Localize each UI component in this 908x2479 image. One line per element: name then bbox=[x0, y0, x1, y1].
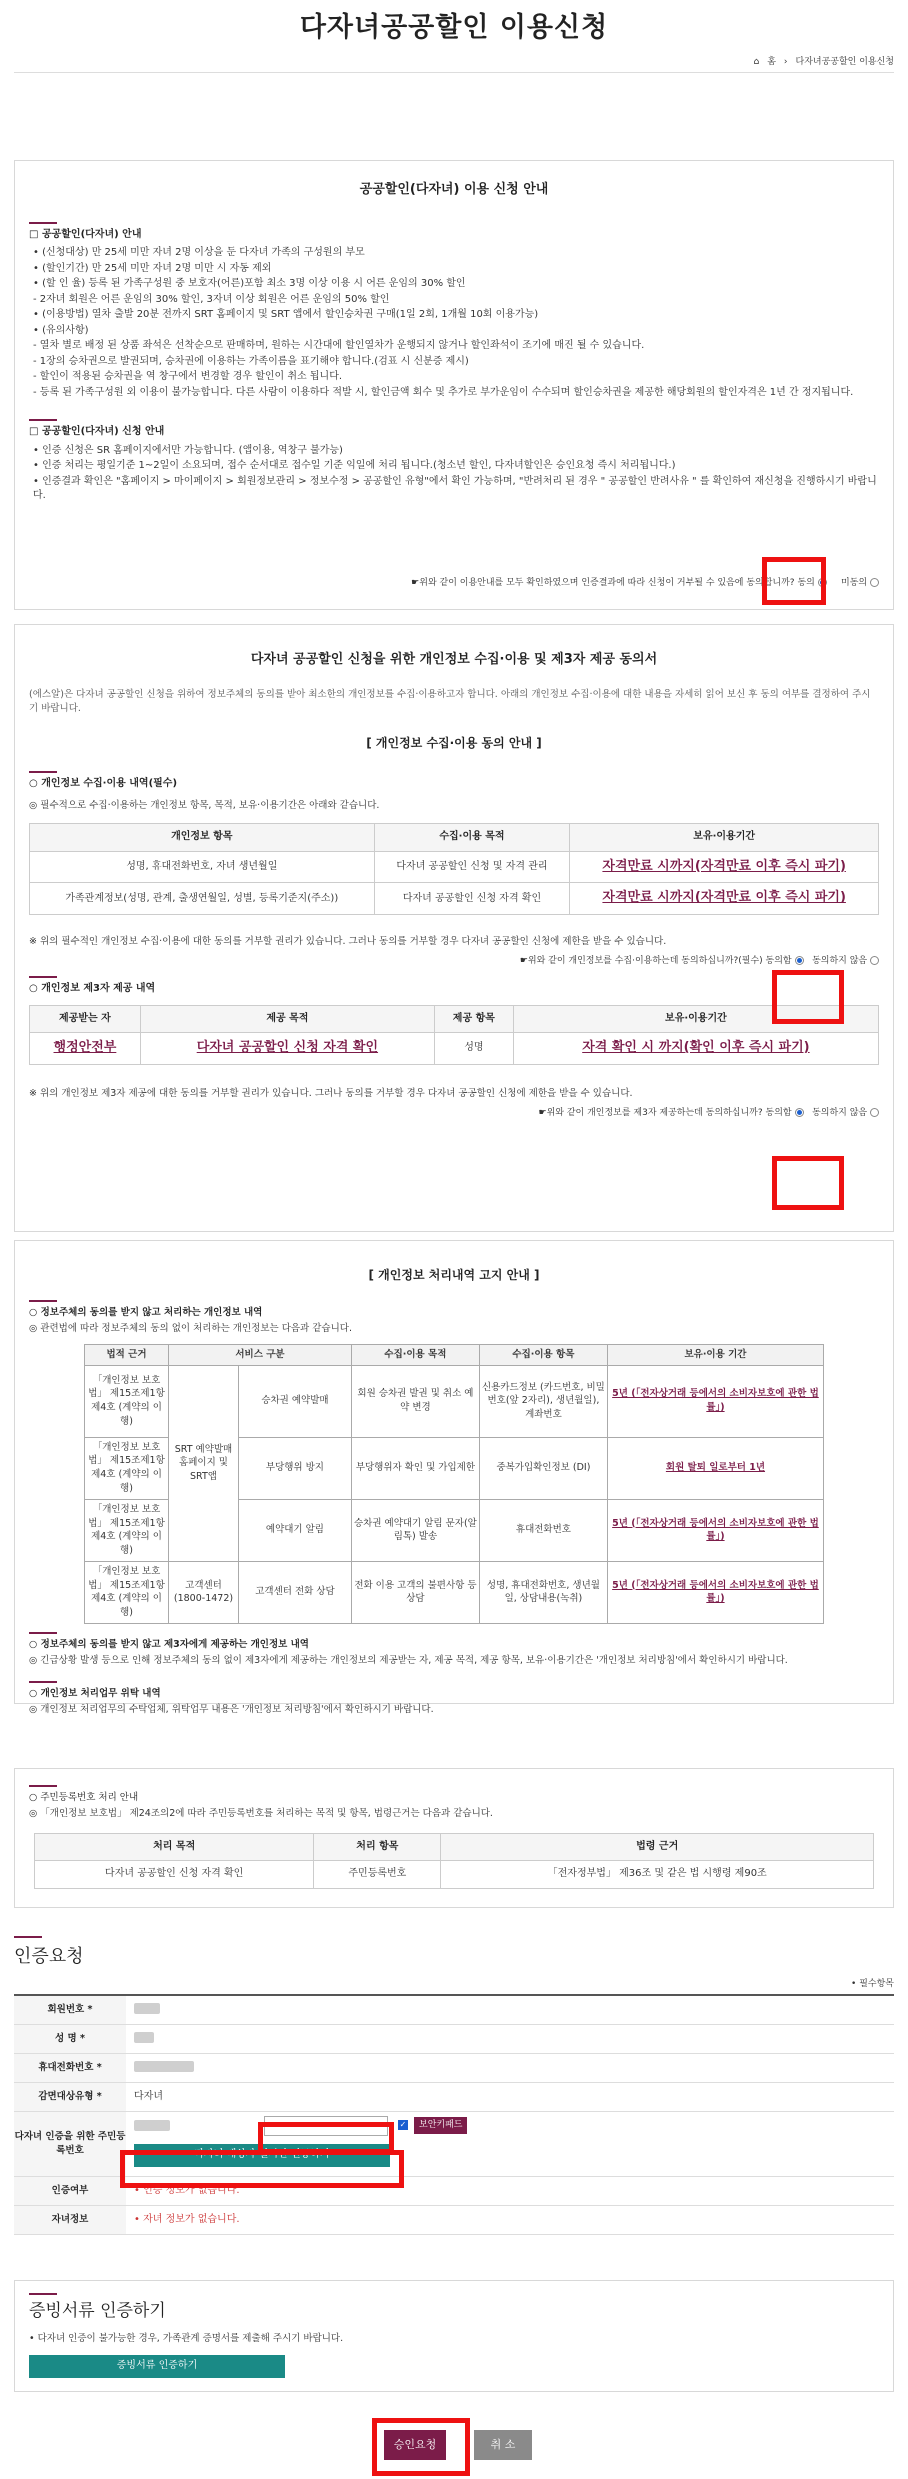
table-cell: 고객센터 전화 상담 bbox=[239, 1561, 352, 1623]
processing-table bbox=[84, 1344, 824, 1624]
notice-sec1-list bbox=[33, 246, 879, 400]
child-value: • 자녀 정보가 없습니다. bbox=[134, 2213, 240, 2225]
notice-agree-yes-label: 동의 bbox=[797, 578, 815, 588]
notice-title: 공공할인(다자녀) 이용 신청 안내 bbox=[359, 182, 549, 197]
consent-box bbox=[14, 624, 894, 1232]
consent-req-desc: ◎ 필수적으로 수집·이용하는 개인정보 항목, 목적, 보유·이용기간은 아래와 같습니다. bbox=[29, 800, 380, 812]
table-cell: 자격 확인 시 까지(확인 이후 즉시 파기) bbox=[513, 1033, 878, 1065]
list-item: - 열차 별로 배정 된 상품 좌석은 선착순으로 판매하며, 원하는 시간대에 할인열차가 운행되지 않거나 할인좌석이 조기에 매진 될 수 있습니다. bbox=[33, 340, 645, 352]
table-cell: SRT 예약발매 홈페이지 및 SRT앱 bbox=[169, 1365, 239, 1561]
consent-warn2: ※ 위의 개인정보 제3자 제공에 대한 동의를 거부할 권리가 있습니다. 그러나 동의를 거부할 경우 다자녀 공공할인 신청에 제한을 받을 수 있습니다. bbox=[29, 1087, 633, 1099]
name-label: 성 명 * bbox=[14, 2025, 126, 2053]
table-cell: 예약대기 알림 bbox=[239, 1499, 352, 1561]
list-item: • (이용방법) 열차 출발 20분 전까지 SRT 홈페이지 및 SRT 앱에서 할인승차권 구매(1일 2회, 1개월 10회 이용가능) bbox=[33, 309, 539, 321]
section-marker bbox=[29, 1300, 57, 1302]
table-row bbox=[85, 1365, 824, 1437]
table-cell: 고객센터 (1800-1472) bbox=[169, 1561, 239, 1623]
breadcrumb-home[interactable]: 홈 bbox=[767, 57, 776, 67]
section-marker bbox=[29, 1681, 57, 1683]
table-row bbox=[85, 1561, 824, 1623]
section-marker bbox=[29, 771, 57, 773]
table-header: 서비스 구분 bbox=[169, 1344, 352, 1365]
table-cell: 「개인정보 보호법」 제15조제1항제4호 (계약의 이행) bbox=[85, 1365, 169, 1437]
consent-q1-row: ☛위와 같이 개인정보를 수집·이용하는데 동의하십니까?(필수) 동의함 동의하지 않음 bbox=[29, 955, 879, 968]
submit-button[interactable]: 승인요청 bbox=[384, 2430, 446, 2460]
auth-form bbox=[14, 1994, 894, 2235]
section-marker bbox=[29, 419, 57, 421]
table-cell: 「개인정보 보호법」 제15조제1항제4호 (계약의 이행) bbox=[85, 1437, 169, 1499]
table-cell: 자격만료 시까지(자격만료 이후 즉시 파기) bbox=[570, 883, 879, 915]
table-cell: 휴대전화번호 bbox=[479, 1499, 607, 1561]
name-value bbox=[134, 2032, 154, 2043]
docs-title: 증빙서류 인증하기 bbox=[29, 2301, 166, 2321]
docs-desc: • 다자녀 인증이 불가능한 경우, 가족관계 증명서를 제출해 주시기 바랍니다. bbox=[29, 2332, 344, 2344]
consent-q2-no-label: 동의하지 않음 bbox=[812, 1107, 868, 1118]
checkbox-checked-icon[interactable]: ✓ bbox=[399, 2120, 407, 2129]
notice-agree-row: ☛위와 같이 이용안내를 모두 확인하였으며 인증결과에 따라 신청이 거부될 수 있음에 동의합니까? 동의 미동의 bbox=[411, 577, 879, 590]
retention-link[interactable]: 5년 (「전자상거래 등에서의 소비자보호에 관한 법률」) bbox=[612, 1517, 819, 1543]
processing-desc2: ◎ 긴급상황 발생 등으로 인해 정보주체의 동의 없이 제3자에게 제공하는 개인정보의 제공받는 자, 제공 목적, 제공 항목, 보유·이용기간은 '개인정보 처리방침'에서 확인하시기 바랍니다. bbox=[29, 1654, 788, 1666]
processing-title: [ 개인정보 처리내역 고지 안내 ] bbox=[368, 1268, 540, 1282]
table-header: 법적 근거 bbox=[85, 1344, 169, 1365]
rrn-box bbox=[14, 1768, 894, 1908]
retention-link[interactable]: 5년 (「전자상거래 등에서의 소비자보호에 관한 법률」) bbox=[612, 1579, 819, 1605]
auth-status-label: 인증여부 bbox=[14, 2177, 126, 2205]
table-row bbox=[35, 1861, 874, 1889]
table-cell: 신용카드정보 (카드번호, 비밀번호(앞 2자리), 생년월일), 계좌번호 bbox=[479, 1365, 607, 1437]
auth-title: 인증요청 bbox=[14, 1946, 84, 1967]
table-cell: 행정안전부 bbox=[30, 1033, 141, 1065]
table-header: 수집·이용 목적 bbox=[351, 1344, 479, 1365]
table-cell: 성명 bbox=[434, 1033, 513, 1065]
rrn-front-value bbox=[134, 2120, 170, 2131]
docs-box bbox=[14, 2280, 894, 2392]
form-row-phone bbox=[14, 2054, 894, 2083]
table-cell: 다자녀 공공할인 신청 자격 확인 bbox=[35, 1861, 314, 1889]
table-header: 보유·이용기간 bbox=[513, 1005, 878, 1033]
type-label: 감면대상유형 * bbox=[14, 2083, 126, 2111]
table-header: 제공 항목 bbox=[434, 1005, 513, 1033]
child-label: 자녀정보 bbox=[14, 2206, 126, 2234]
rrn-desc: ◎ 「개인정보 보호법」 제24조의2에 따라 주민등록번호를 처리하는 목적 및 항목, 법령근거는 다음과 같습니다. bbox=[29, 1807, 493, 1819]
notice-sec2-head: □ 공공할인(다자녀) 신청 안내 bbox=[29, 426, 165, 438]
processing-desc1: ◎ 관련법에 따라 정보주체의 동의 없이 처리하는 개인정보는 다음과 같습니다. bbox=[29, 1323, 352, 1335]
phone-label: 휴대전화번호 * bbox=[14, 2054, 126, 2082]
consent-q2-yes-radio[interactable] bbox=[795, 1108, 804, 1117]
consent-q2-no-radio[interactable] bbox=[870, 1108, 879, 1117]
required-note: • 필수항목 bbox=[851, 1979, 894, 1989]
notice-agree-no-label: 미동의 bbox=[841, 578, 868, 588]
table-cell: 성명, 휴대전화번호, 자녀 생년월일 bbox=[30, 851, 375, 883]
chevron-right-icon: › bbox=[783, 57, 788, 67]
table-cell: 부당행위 방지 bbox=[239, 1437, 352, 1499]
table-cell bbox=[607, 1561, 823, 1623]
processing-head2: ○ 정보주체의 동의를 받지 않고 제3자에게 제공하는 개인정보 내역 bbox=[29, 1638, 309, 1650]
notice-agree-yes-radio[interactable] bbox=[818, 578, 827, 587]
rrn-back-input[interactable] bbox=[264, 2116, 388, 2136]
table-cell: 승차권 예약발매 bbox=[239, 1365, 352, 1437]
list-item: - 2자녀 회원은 어른 운임의 30% 할인, 3자녀 이상 회원은 어른 운임의 50% 할인 bbox=[33, 293, 390, 305]
member-no-value bbox=[134, 2003, 160, 2014]
list-item: • 인증 신청은 SR 홈페이지에서만 가능합니다. (앱이용, 역창구 불가능) bbox=[33, 444, 343, 456]
table-header: 보유·이용기간 bbox=[570, 824, 879, 852]
notice-box bbox=[14, 160, 894, 610]
table-cell: 전화 이용 고객의 불편사항 등 상담 bbox=[351, 1561, 479, 1623]
table-row bbox=[30, 883, 879, 915]
consent-q1-no-label: 동의하지 않음 bbox=[812, 955, 868, 966]
table-cell: 회원 승차권 발권 및 취소 예약 변경 bbox=[351, 1365, 479, 1437]
table-cell: 중복가입확인정보 (DI) bbox=[479, 1437, 607, 1499]
notice-sec1-head: □ 공공할인(다자녀) 안내 bbox=[29, 228, 142, 240]
list-item: • (신청대상) 만 25세 미만 자녀 2명 이상을 둔 다자녀 가족의 구성원의 부모 bbox=[33, 247, 365, 259]
cancel-button[interactable]: 취 소 bbox=[474, 2430, 532, 2460]
rrn-head: ○ 주민등록번호 처리 안내 bbox=[29, 1792, 139, 1803]
table-cell: 다자녀 공공할인 신청 및 자격 관리 bbox=[374, 851, 570, 883]
consent-q1-yes-radio[interactable] bbox=[795, 956, 804, 965]
form-row-rrn bbox=[14, 2112, 894, 2177]
table-cell: 성명, 휴대전화번호, 생년월일, 상담내용(녹취) bbox=[479, 1561, 607, 1623]
table-cell bbox=[607, 1437, 823, 1499]
section-marker bbox=[29, 1785, 57, 1787]
divider bbox=[14, 72, 894, 73]
notice-agree-no-radio[interactable] bbox=[870, 578, 879, 587]
section-marker bbox=[29, 222, 57, 224]
form-row-member-no bbox=[14, 1996, 894, 2025]
table-cell: 「개인정보 보호법」 제15조제1항제4호 (계약의 이행) bbox=[85, 1499, 169, 1561]
list-item: - 1장의 승차권으로 발권되며, 승차권에 이용하는 가족이름을 표기해야 합니다.(검표 시 신분증 제시) bbox=[33, 355, 469, 367]
notice-agree-question: 위와 같이 이용안내를 모두 확인하였으며 인증결과에 따라 신청이 거부될 수 있음에 동의합니까? bbox=[419, 578, 795, 588]
table-cell bbox=[607, 1365, 823, 1437]
page-title: 다자녀공공할인 이용신청 bbox=[299, 12, 609, 43]
processing-head3: ○ 개인정보 처리업무 위탁 내역 bbox=[29, 1688, 161, 1700]
consent-req-head: ○ 개인정보 수집·이용 내역(필수) bbox=[29, 777, 178, 789]
rrn-table bbox=[34, 1833, 874, 1889]
consent-q2-row: ☛위와 같이 개인정보를 제3자 제공하는데 동의하십니까? 동의함 동의하지 않음 bbox=[29, 1107, 879, 1120]
security-keypad-badge[interactable]: 보안키패드 bbox=[414, 2117, 467, 2134]
section-marker bbox=[14, 1936, 42, 1938]
table-row bbox=[30, 851, 879, 883]
table-header: 제공받는 자 bbox=[30, 1005, 141, 1033]
rrn-label: 다자녀 인증을 위한 주민등록번호 bbox=[14, 2112, 126, 2176]
section-marker bbox=[29, 1632, 57, 1634]
table-cell: 자격만료 시까지(자격만료 이후 즉시 파기) bbox=[570, 851, 879, 883]
table-header: 보유·이용 기간 bbox=[607, 1344, 823, 1365]
consent-warn1: ※ 위의 필수적인 개인정보 수집·이용에 대한 동의를 거부할 권리가 있습니다. 그러나 동의를 거부할 경우 다자녀 공공할인 신청에 제한을 받을 수 있습니다. bbox=[29, 936, 667, 948]
table-cell: 가족관계정보(성명, 관계, 출생연월일, 성별, 등록기준지(주소)) bbox=[30, 883, 375, 915]
table-header: 수집·이용 항목 bbox=[479, 1344, 607, 1365]
list-item: • (할 인 율) 등록 된 가족구성원 중 보호자(어른)포함 최소 3명 이상 이용 시 어른 운임의 30% 할인 bbox=[33, 278, 466, 290]
consent-q1: 위와 같이 개인정보를 수집·이용하는데 동의하십니까?(필수) bbox=[527, 955, 763, 966]
list-item: • (할인기간) 만 25세 미만 자녀 2명 미만 시 자동 제외 bbox=[33, 262, 272, 274]
section-marker bbox=[29, 976, 57, 978]
table-cell: 다자녀 공공할인 신청 자격 확인 bbox=[140, 1033, 434, 1065]
form-row-type bbox=[14, 2083, 894, 2112]
consent-q1-yes-label: 동의함 bbox=[765, 955, 792, 966]
realtime-auth-button[interactable]: 다자녀 대상자 실시간 인증하기 bbox=[134, 2144, 390, 2167]
consent-q2-yes-label: 동의함 bbox=[765, 1107, 792, 1118]
list-item: - 할인이 적용된 승차권을 역 창구에서 변경할 경우 할인이 취소 됩니다. bbox=[33, 371, 343, 383]
table-header: 처리 목적 bbox=[35, 1833, 314, 1861]
retention-link[interactable]: 5년 (「전자상거래 등에서의 소비자보호에 관한 법률」) bbox=[612, 1388, 819, 1414]
consent-third-head: ○ 개인정보 제3자 제공 내역 bbox=[29, 983, 156, 995]
home-icon[interactable]: ⌂ bbox=[753, 57, 760, 67]
notice-sec2-list bbox=[33, 444, 879, 504]
consent-subtitle: [ 개인정보 수집·이용 동의 안내 ] bbox=[366, 736, 542, 751]
table-header: 수집·이용 목적 bbox=[374, 824, 570, 852]
docs-button[interactable]: 증빙서류 인증하기 bbox=[29, 2355, 285, 2378]
table-header: 처리 항목 bbox=[314, 1833, 441, 1861]
consent-table bbox=[29, 823, 879, 915]
table-header: 법령 근거 bbox=[441, 1833, 874, 1861]
list-item: • (유의사항) bbox=[33, 324, 89, 336]
list-item: - 등록 된 가족구성원 외 이용이 불가능합니다. 다른 사람이 이용하다 적발 시, 할인금액 회수 및 추가로 부가운임이 수수되며 할인승차권을 제공한 해당회원의 할인자격은 1년 간 정지됩니다. bbox=[33, 386, 854, 398]
table-cell: 승차권 예약대기 알림 문자(알림톡) 발송 bbox=[351, 1499, 479, 1561]
processing-head1: ○ 정보주체의 동의를 받지 않고 처리하는 개인정보 내역 bbox=[29, 1307, 263, 1319]
table-header: 제공 목적 bbox=[140, 1005, 434, 1033]
third-party-table bbox=[29, 1005, 879, 1065]
consent-title: 다자녀 공공할인 신청을 위한 개인정보 수집·이용 및 제3자 제공 동의서 bbox=[250, 652, 658, 667]
breadcrumb bbox=[753, 56, 894, 69]
table-header: 개인정보 항목 bbox=[30, 824, 375, 852]
consent-intro: (에스알)은 다자녀 공공할인 신청을 위하여 정보주체의 동의를 받아 최소한의 개인정보를 수집·이용하고자 합니다. 아래의 개인정보 수집·이용에 대한 내용을 자세히 읽어 보신 후 동의 여부를 결정하여 주시기 바랍니다. bbox=[29, 688, 871, 714]
consent-q2: 위와 같이 개인정보를 제3자 제공하는데 동의하십니까? bbox=[546, 1107, 763, 1118]
table-cell: 다자녀 공공할인 신청 자격 확인 bbox=[374, 883, 570, 915]
form-row-child bbox=[14, 2206, 894, 2235]
consent-q1-no-radio[interactable] bbox=[870, 956, 879, 965]
form-row-name bbox=[14, 2025, 894, 2054]
table-cell: 부당행위자 확인 및 가입제한 bbox=[351, 1437, 479, 1499]
member-no-label: 회원번호 * bbox=[14, 1996, 126, 2024]
list-item: • 인증 처리는 평일기준 1~2일이 소요되며, 접수 순서대로 접수일 기준 익일에 처리 됩니다.(청소년 할인, 다자녀할인은 승인요청 즉시 처리됩니다.) bbox=[33, 460, 676, 472]
form-row-auth-status bbox=[14, 2177, 894, 2206]
table-cell: 「개인정보 보호법」 제15조제1항제4호 (계약의 이행) bbox=[85, 1561, 169, 1623]
processing-desc3: ◎ 개인정보 처리업무의 수탁업체, 위탁업무 내용은 '개인정보 처리방침'에서 확인하시기 바랍니다. bbox=[29, 1704, 434, 1716]
auth-status-value: • 인증 정보가 없습니다. bbox=[134, 2184, 240, 2196]
processing-box bbox=[14, 1240, 894, 1716]
type-value: 다자녀 bbox=[134, 2090, 163, 2102]
table-row bbox=[30, 1033, 879, 1065]
list-item: • 인증결과 확인은 "홈페이지 > 마이페이지 > 회원정보관리 > 정보수정 > 공공할인 유형"에서 확인 가능하며, "반려처리 된 경우 " 공공할인 반려사유 " 를 확인하여 재신청을 진행하시기 바랍니다. bbox=[33, 475, 877, 502]
retention-link[interactable]: 회원 탈퇴 일로부터 1년 bbox=[665, 1462, 766, 1474]
table-cell: 「전자정부법」 제36조 및 같은 법 시행령 제90조 bbox=[441, 1861, 874, 1889]
table-cell: 주민등록번호 bbox=[314, 1861, 441, 1889]
table-cell bbox=[607, 1499, 823, 1561]
breadcrumb-current: 다자녀공공할인 이용신청 bbox=[795, 57, 894, 67]
section-marker bbox=[29, 2293, 57, 2295]
phone-value bbox=[134, 2061, 194, 2072]
